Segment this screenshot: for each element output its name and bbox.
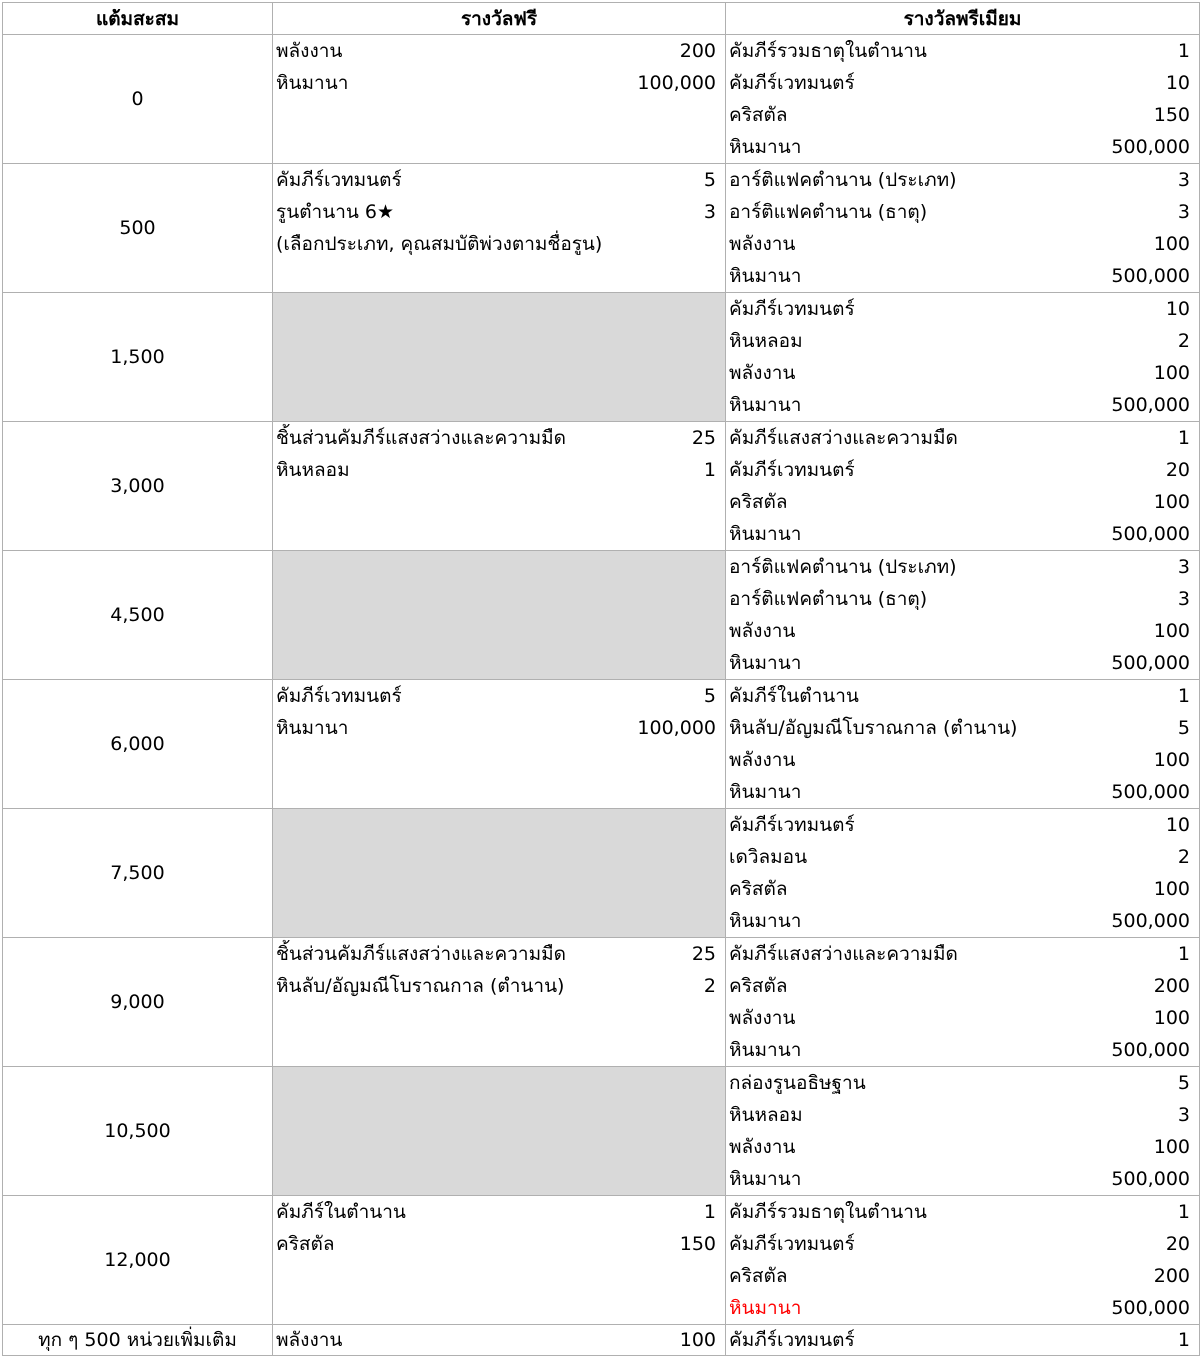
reward-quantity: 5 — [1177, 1072, 1190, 1094]
reward-quantity: 5 — [1177, 717, 1190, 739]
reward-item — [729, 131, 1190, 163]
reward-name: คัมภีร์ในตำนาน — [729, 685, 859, 707]
free-reward-cell — [273, 680, 726, 809]
reward-item — [276, 1196, 716, 1228]
points-cell: 12,000 — [3, 1196, 273, 1325]
reward-quantity: 5 — [703, 685, 716, 707]
reward-name: อาร์ติแฟคตำนาน (ประเภท) — [729, 169, 957, 191]
reward-item — [729, 1099, 1190, 1131]
reward-quantity: 1 — [1177, 685, 1190, 707]
reward-item — [729, 357, 1190, 389]
reward-quantity: 2 — [1177, 330, 1190, 352]
points-cell: 4,500 — [3, 551, 273, 680]
reward-name: คัมภีร์เวทมนตร์ — [729, 814, 855, 836]
reward-name: คัมภีร์ในตำนาน — [276, 1201, 406, 1223]
reward-quantity: 25 — [691, 427, 716, 449]
reward-quantity: 3 — [1177, 201, 1190, 223]
reward-name: หินมานา — [276, 717, 349, 739]
reward-quantity: 10 — [1165, 72, 1190, 94]
reward-item — [729, 260, 1190, 292]
reward-name: หินมานา — [276, 72, 349, 94]
reward-item — [276, 35, 716, 67]
reward-name: พลังงาน — [729, 749, 796, 771]
reward-name: คริสตัล — [729, 491, 788, 513]
reward-name: พลังงาน — [729, 1136, 796, 1158]
points-cell: 3,000 — [3, 422, 273, 551]
reward-quantity: 20 — [1165, 459, 1190, 481]
reward-item — [276, 67, 716, 99]
reward-name: คัมภีร์เวทมนตร์ — [276, 169, 402, 191]
reward-name: หินหลอม — [729, 330, 803, 352]
reward-quantity: 500,000 — [1111, 523, 1190, 545]
points-cell: 9,000 — [3, 938, 273, 1067]
rewards-table — [2, 2, 1200, 1356]
reward-item — [729, 712, 1190, 744]
reward-name: คัมภีร์รวมธาตุในตำนาน — [729, 40, 927, 62]
reward-name: คัมภีร์แสงสว่างและความมืด — [729, 943, 958, 965]
reward-name: หินหลอม — [729, 1104, 803, 1126]
reward-item — [729, 1002, 1190, 1034]
reward-item — [276, 1228, 716, 1260]
reward-quantity: 2 — [1177, 846, 1190, 868]
reward-item — [276, 970, 716, 1002]
reward-name: หินมานา — [729, 910, 802, 932]
reward-name: กล่องรูนอธิษฐาน — [729, 1072, 866, 1094]
reward-quantity: 500,000 — [1111, 1039, 1190, 1061]
table-row — [3, 293, 1200, 422]
reward-item — [729, 551, 1190, 583]
premium-reward-cell — [726, 35, 1200, 164]
table-row — [3, 35, 1200, 164]
reward-note: (เลือกประเภท, คุณสมบัติพ่วงตามชื่อรูน) — [276, 233, 603, 255]
reward-name: เดวิลมอน — [729, 846, 808, 868]
reward-quantity: 3 — [1177, 588, 1190, 610]
reward-name: หินลับ/อัญมณีโบราณกาล (ตำนาน) — [729, 717, 1018, 739]
reward-name: คริสตัล — [729, 1265, 788, 1287]
reward-quantity: 500,000 — [1111, 136, 1190, 158]
points-cell: ทุก ๆ 500 หน่วยเพิ่มเติม — [3, 1325, 273, 1356]
header-free: รางวัลฟรี — [273, 3, 726, 35]
table-row — [3, 551, 1200, 680]
reward-quantity: 10 — [1165, 814, 1190, 836]
reward-name: ชิ้นส่วนคัมภีร์แสงสว่างและความมืด — [276, 943, 566, 965]
free-reward-cell — [273, 422, 726, 551]
reward-name: หินมานา — [729, 1039, 802, 1061]
free-reward-cell — [273, 1196, 726, 1325]
header-premium: รางวัลพรีเมียม — [726, 3, 1200, 35]
reward-name: พลังงาน — [729, 233, 796, 255]
reward-quantity: 1 — [1177, 1201, 1190, 1223]
reward-quantity: 5 — [703, 169, 716, 191]
reward-item — [276, 680, 716, 712]
reward-quantity: 1 — [703, 1201, 716, 1223]
free-reward-cell — [273, 164, 726, 293]
free-reward-cell — [273, 1325, 726, 1356]
reward-item — [729, 1260, 1190, 1292]
reward-name: พลังงาน — [276, 40, 343, 62]
reward-quantity: 2 — [703, 975, 716, 997]
reward-name: หินมานา — [729, 1297, 802, 1319]
reward-quantity: 200 — [679, 40, 716, 62]
points-cell: 500 — [3, 164, 273, 293]
reward-quantity: 100 — [1153, 878, 1190, 900]
reward-quantity: 500,000 — [1111, 1168, 1190, 1190]
reward-item — [729, 518, 1190, 550]
premium-reward-cell — [726, 1067, 1200, 1196]
reward-quantity: 3 — [1177, 556, 1190, 578]
premium-reward-cell — [726, 293, 1200, 422]
reward-item — [729, 680, 1190, 712]
reward-item — [729, 1325, 1190, 1355]
reward-quantity: 3 — [1177, 1104, 1190, 1126]
reward-quantity: 100 — [1153, 362, 1190, 384]
reward-name: อาร์ติแฟคตำนาน (ประเภท) — [729, 556, 957, 578]
reward-quantity: 500,000 — [1111, 781, 1190, 803]
reward-name: รูนตำนาน 6★ — [276, 201, 395, 223]
reward-quantity: 100 — [1153, 1007, 1190, 1029]
reward-name: หินมานา — [729, 523, 802, 545]
table-row — [3, 1325, 1200, 1356]
reward-item — [729, 196, 1190, 228]
reward-name: คริสตัล — [276, 1233, 335, 1255]
points-cell: 6,000 — [3, 680, 273, 809]
reward-item — [276, 454, 716, 486]
reward-quantity: 150 — [679, 1233, 716, 1255]
table-row — [3, 1196, 1200, 1325]
reward-name: คัมภีร์เวทมนตร์ — [729, 298, 855, 320]
reward-quantity: 100 — [679, 1329, 716, 1351]
reward-item — [729, 776, 1190, 808]
reward-name: คัมภีร์รวมธาตุในตำนาน — [729, 1201, 927, 1223]
reward-quantity: 200 — [1153, 975, 1190, 997]
reward-item — [729, 905, 1190, 937]
reward-quantity: 25 — [691, 943, 716, 965]
table-row — [3, 1067, 1200, 1196]
reward-item — [729, 938, 1190, 970]
reward-item — [729, 970, 1190, 1002]
reward-quantity: 100 — [1153, 620, 1190, 642]
reward-quantity: 20 — [1165, 1233, 1190, 1255]
reward-name: คริสตัล — [729, 104, 788, 126]
reward-item — [276, 1325, 716, 1355]
reward-item — [729, 99, 1190, 131]
reward-name: คริสตัล — [729, 975, 788, 997]
reward-quantity: 10 — [1165, 298, 1190, 320]
reward-name: หินมานา — [729, 1168, 802, 1190]
table-row — [3, 938, 1200, 1067]
reward-quantity: 500,000 — [1111, 910, 1190, 932]
header-points: แต้มสะสม — [3, 3, 273, 35]
reward-item — [276, 938, 716, 970]
reward-name: พลังงาน — [276, 1329, 343, 1351]
reward-name: พลังงาน — [729, 1007, 796, 1029]
table-row — [3, 680, 1200, 809]
reward-name: หินหลอม — [276, 459, 350, 481]
table-row — [3, 422, 1200, 551]
reward-quantity: 100 — [1153, 1136, 1190, 1158]
reward-name: คัมภีร์เวทมนตร์ — [729, 1329, 855, 1351]
premium-reward-cell — [726, 164, 1200, 293]
premium-reward-cell — [726, 809, 1200, 938]
reward-quantity: 1 — [1177, 943, 1190, 965]
free-reward-cell — [273, 938, 726, 1067]
reward-name: คัมภีร์เวทมนตร์ — [729, 459, 855, 481]
reward-quantity: 100 — [1153, 233, 1190, 255]
reward-quantity: 500,000 — [1111, 394, 1190, 416]
reward-quantity: 100,000 — [637, 717, 716, 739]
reward-name: ชิ้นส่วนคัมภีร์แสงสว่างและความมืด — [276, 427, 566, 449]
premium-reward-cell — [726, 680, 1200, 809]
premium-reward-cell — [726, 422, 1200, 551]
reward-item — [729, 583, 1190, 615]
reward-item — [276, 712, 716, 744]
reward-name: คัมภีร์เวทมนตร์ — [276, 685, 402, 707]
reward-item — [729, 35, 1190, 67]
reward-name: พลังงาน — [729, 620, 796, 642]
premium-reward-cell — [726, 1196, 1200, 1325]
reward-name: พลังงาน — [729, 362, 796, 384]
reward-quantity: 100 — [1153, 749, 1190, 771]
premium-reward-cell — [726, 938, 1200, 1067]
points-cell: 1,500 — [3, 293, 273, 422]
reward-item — [729, 1131, 1190, 1163]
reward-name: อาร์ติแฟคตำนาน (ธาตุ) — [729, 588, 928, 610]
reward-name: คัมภีร์แสงสว่างและความมืด — [729, 427, 958, 449]
reward-item — [729, 422, 1190, 454]
reward-name: อาร์ติแฟคตำนาน (ธาตุ) — [729, 201, 928, 223]
reward-name: หินมานา — [729, 781, 802, 803]
reward-item — [729, 389, 1190, 421]
free-reward-cell-empty — [273, 551, 726, 680]
reward-name: คัมภีร์เวทมนตร์ — [729, 1233, 855, 1255]
reward-item — [276, 422, 716, 454]
reward-item — [729, 744, 1190, 776]
reward-quantity: 500,000 — [1111, 265, 1190, 287]
header-row — [3, 3, 1200, 35]
table-row — [3, 809, 1200, 938]
reward-quantity: 500,000 — [1111, 1297, 1190, 1319]
reward-item — [729, 228, 1190, 260]
reward-item — [729, 647, 1190, 679]
free-reward-cell-empty — [273, 1067, 726, 1196]
reward-name: คริสตัล — [729, 878, 788, 900]
reward-name: คัมภีร์เวทมนตร์ — [729, 72, 855, 94]
reward-item — [729, 1228, 1190, 1260]
free-reward-cell-empty — [273, 809, 726, 938]
rewards-body — [3, 35, 1200, 1356]
reward-quantity: 1 — [1177, 427, 1190, 449]
reward-quantity: 1 — [1177, 40, 1190, 62]
reward-quantity: 3 — [1177, 169, 1190, 191]
reward-item — [729, 841, 1190, 873]
reward-quantity: 150 — [1153, 104, 1190, 126]
points-cell: 7,500 — [3, 809, 273, 938]
reward-item — [729, 873, 1190, 905]
reward-quantity: 200 — [1153, 1265, 1190, 1287]
points-cell: 10,500 — [3, 1067, 273, 1196]
table-row — [3, 164, 1200, 293]
reward-item — [729, 809, 1190, 841]
reward-quantity: 100,000 — [637, 72, 716, 94]
reward-item — [729, 164, 1190, 196]
reward-item — [729, 454, 1190, 486]
reward-item — [276, 196, 716, 228]
reward-item — [729, 1163, 1190, 1195]
reward-item — [729, 1067, 1190, 1099]
reward-item — [729, 293, 1190, 325]
reward-item — [729, 67, 1190, 99]
reward-name: หินมานา — [729, 136, 802, 158]
reward-item — [729, 1034, 1190, 1066]
reward-item — [729, 615, 1190, 647]
reward-name: หินมานา — [729, 652, 802, 674]
free-reward-cell — [273, 35, 726, 164]
reward-quantity: 1 — [703, 459, 716, 481]
reward-item — [729, 1196, 1190, 1228]
reward-quantity: 100 — [1153, 491, 1190, 513]
reward-item — [729, 1292, 1190, 1324]
points-cell: 0 — [3, 35, 273, 164]
reward-name: หินลับ/อัญมณีโบราณกาล (ตำนาน) — [276, 975, 565, 997]
reward-item — [276, 164, 716, 196]
reward-name: หินมานา — [729, 394, 802, 416]
free-reward-cell-empty — [273, 293, 726, 422]
premium-reward-cell — [726, 1325, 1200, 1356]
reward-item — [729, 325, 1190, 357]
reward-quantity: 3 — [703, 201, 716, 223]
premium-reward-cell — [726, 551, 1200, 680]
reward-item — [729, 486, 1190, 518]
reward-quantity: 1 — [1177, 1329, 1190, 1351]
reward-quantity: 500,000 — [1111, 652, 1190, 674]
reward-name: หินมานา — [729, 265, 802, 287]
